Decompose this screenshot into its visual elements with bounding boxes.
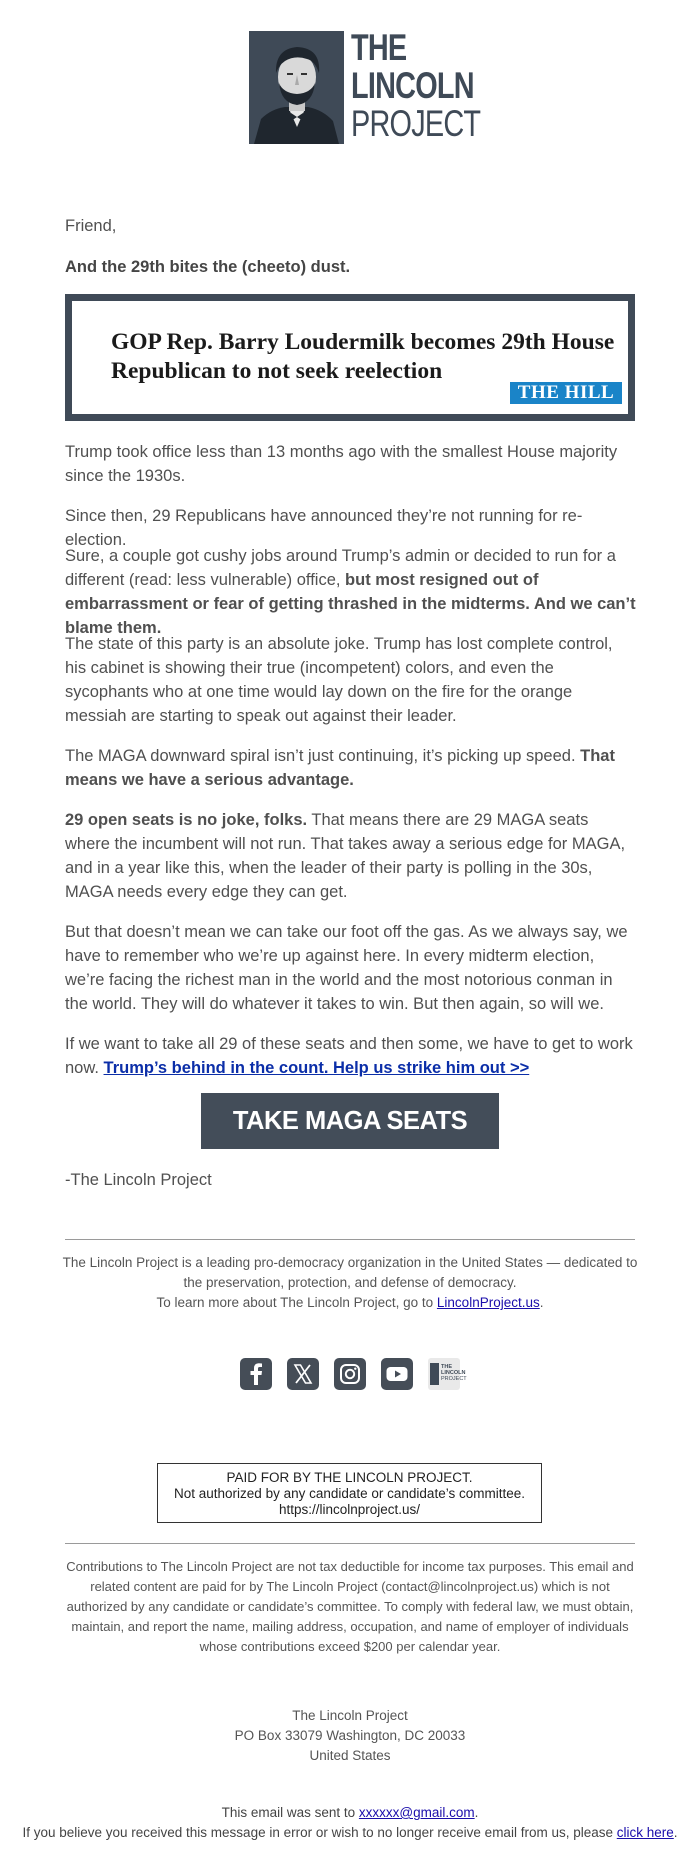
facebook-icon[interactable] [240, 1358, 272, 1390]
footer-unsubscribe: This email was sent to xxxxxx@gmail.com. If you believe you received this message in error or wish to no longer receive email from us, please click here. [22, 1805, 678, 1840]
lincoln-project-logo [249, 27, 481, 144]
lincolnproject-link[interactable]: LincolnProject.us [436, 1295, 540, 1310]
body-paragraph-5: The MAGA downward spiral isn’t just continuing, it’s picking up speed. That means we have a serious advantage. [65, 747, 615, 789]
recipient-email-link[interactable]: xxxxxx@gmail.com [358, 1805, 475, 1820]
body-paragraph-3: Sure, a couple got cushy jobs around Trump’s admin or decided to run for a different (read: less vulnerable) office, but most resigned out of embarrassment or fear of getting thrashed in the midterms. And we can’t blame them. [65, 547, 636, 637]
body-paragraph-7: But that doesn’t mean we can take our foot off the gas. As we always say, we have to remember who we’re up against here. In every midterm election, we’re facing the richest man in the world and the most notorious conman in the world. They will do whatever it takes to win. But then again, so will we. [65, 923, 628, 1013]
the-hill-badge: THE HILL [510, 382, 622, 404]
body-paragraph-8: If we want to take all 29 of these seats and then some, we have to get to work now. Trump’s behind in the count. Help us strike him out >> [65, 1035, 633, 1077]
body-paragraph-4: The state of this party is an absolute joke. Trump has lost complete control, his cabinet is showing their true (incompetent) colors, and even the sycophants who at one time would lay down on the fire for the orange messiah are starting to speak out against their leader. [65, 635, 613, 725]
footer-divider-top [65, 1239, 635, 1240]
body-paragraph-6: 29 open seats is no joke, folks. That means there are 29 MAGA seats where the incumbent will not run. That takes away a serious edge for MAGA, and in a year like this, when the leader of their party is polling in the 30s, MAGA needs every edge they can get. [65, 811, 626, 901]
instagram-icon[interactable] [334, 1358, 366, 1390]
take-maga-seats-button[interactable]: TAKE MAGA SEATS [201, 1093, 499, 1149]
body-paragraph-2: Since then, 29 Republicans have announced they’re not running for re-election. [65, 507, 583, 549]
body-paragraph-1: Trump took office less than 13 months ago with the smallest House majority since the 1930s. [65, 443, 618, 485]
greeting: Friend, [65, 217, 117, 235]
signature: -The Lincoln Project [65, 1171, 212, 1189]
strike-him-out-link[interactable]: Trump’s behind in the count. Help us strike him out >> [103, 1059, 530, 1077]
headline-image [65, 294, 635, 421]
x-icon[interactable] [287, 1358, 319, 1390]
footer-legal-disclaimer: Contributions to The Lincoln Project are not tax deductible for income tax purposes. This email and related content are paid for by The Lincoln Project (contact@lincolnproject.us) which is not authorized by any candidate or candidate’s committee. To comply with federal law, we must obtain, maintain, and report the name, mailing address, occupation, and name of employer of individuals whose contributions exceed $200 per calendar year. [66, 1559, 634, 1654]
youtube-icon[interactable] [381, 1358, 413, 1390]
lincoln-portrait-icon [249, 31, 344, 144]
subhead: And the 29th bites the (cheeto) dust. [65, 258, 351, 276]
unsubscribe-link[interactable]: click here [616, 1825, 674, 1840]
paid-for-disclaimer-box: PAID FOR BY THE LINCOLN PROJECT. Not authorized by any candidate or candidate’s committee. https://lincolnproject.us/ [157, 1463, 542, 1523]
logo-wordmark: THE LINCOLN PROJECT [351, 27, 481, 144]
headline-text: GOP Rep. Barry Loudermilk becomes 29th House Republican to not seek reelection [111, 329, 615, 384]
footer-about: The Lincoln Project is a leading pro-democracy organization in the United States — dedicated to the preservation, protection, and defense of democracy. To learn more about The Lincoln Project, go to LincolnProject.us. [62, 1255, 638, 1310]
footer-address: The Lincoln Project PO Box 33079 Washington, DC 20033 United States [234, 1708, 466, 1763]
mini-logo-wordmark: THE LINCOLN PROJECT [441, 1364, 467, 1382]
lincoln-project-icon[interactable] [428, 1358, 467, 1390]
footer-divider-bottom [65, 1543, 635, 1544]
